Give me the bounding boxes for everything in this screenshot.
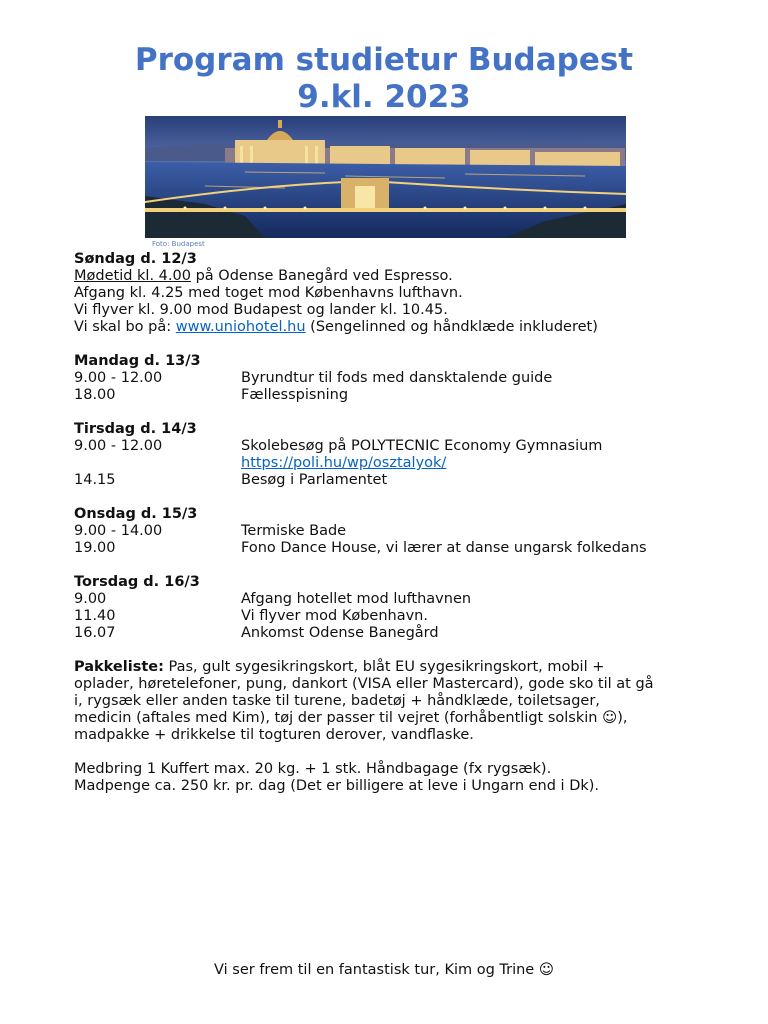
money-note: Madpenge ca. 250 kr. pr. dag (Det er billigere at leve i Ungarn end i Dk). — [74, 778, 600, 794]
row-desc: Besøg i Parlamentet — [241, 472, 388, 488]
wednesday-heading: Onsdag d. 15/3 — [74, 506, 198, 522]
row-desc: Afgang hotellet mod lufthavnen — [241, 591, 472, 607]
closing-line: Vi ser frem til en fantastisk tur, Kim og Trine ☺ — [214, 962, 554, 978]
sunday-flight: Vi flyver kl. 9.00 mod Budapest og lander kl. 10.45. — [74, 302, 448, 318]
schedule-row — [74, 438, 714, 455]
sunday-stay — [74, 319, 714, 336]
row-time: 9.00 — [74, 591, 107, 607]
luggage-note: Medbring 1 Kuffert max. 20 kg. + 1 stk. Håndbagage (fx rygsæk). — [74, 761, 552, 777]
schedule-row — [74, 625, 714, 642]
row-time: 11.40 — [74, 608, 116, 624]
row-time: 9.00 - 12.00 — [74, 438, 163, 454]
row-time: 9.00 - 14.00 — [74, 523, 163, 539]
row-time: 19.00 — [74, 540, 116, 556]
tuesday-heading: Tirsdag d. 14/3 — [74, 421, 197, 437]
monday-heading: Mandag d. 13/3 — [74, 353, 201, 369]
schedule-row — [74, 455, 714, 472]
budapest-photo — [145, 116, 626, 238]
schedule-row — [74, 608, 714, 625]
photo-caption: Foto: Budapest — [152, 241, 205, 247]
schedule-row — [74, 370, 714, 387]
packing-line-5: madpakke + drikkelse til togturen derover, vandflaske. — [74, 727, 474, 743]
row-time: 18.00 — [74, 387, 116, 403]
row-desc: Fono Dance House, vi lærer at danse ungarsk folkedans — [241, 540, 647, 556]
packing-text: Pas, gult sygesikringskort, blåt EU sygesikringskort, mobil + — [163, 659, 605, 675]
packing-label: Pakkeliste: — [74, 659, 164, 675]
row-desc: Ankomst Odense Banegård — [241, 625, 439, 641]
row-time: 14.15 — [74, 472, 116, 488]
stay-prefix: Vi skal bo på: — [74, 319, 176, 335]
row-desc: Fællesspisning — [241, 387, 349, 403]
schedule-row — [74, 387, 714, 404]
schedule-row — [74, 591, 714, 608]
stay-suffix: (Sengelinned og håndklæde inkluderet) — [305, 319, 598, 335]
sunday-departure: Afgang kl. 4.25 med toget mod Københavns lufthavn. — [74, 285, 463, 301]
sunday-meet-line — [74, 268, 714, 285]
meet-place: på Odense Banegård ved Espresso. — [190, 268, 453, 284]
row-desc: Vi flyver mod København. — [241, 608, 428, 624]
sunday-heading: Søndag d. 12/3 — [74, 251, 197, 267]
title-line-1: Program studietur Budapest — [134, 42, 634, 78]
meet-time: Mødetid kl. 4.00 — [74, 268, 191, 284]
schedule-row — [74, 472, 714, 489]
row-desc: Termiske Bade — [241, 523, 347, 539]
row-time: 16.07 — [74, 625, 116, 641]
row-desc: Skolebesøg på POLYTECNIC Economy Gymnasium — [241, 438, 603, 454]
packing-line-4: medicin (aftales med Kim), tøj der passer til vejret (forhåbentligt solskin ☺), — [74, 710, 628, 726]
title-line-2: 9.kl. 2023 — [297, 79, 471, 115]
schedule-row — [74, 523, 714, 540]
thursday-heading: Torsdag d. 16/3 — [74, 574, 200, 590]
schedule-row — [74, 540, 714, 557]
hotel-link[interactable]: www.uniohotel.hu — [175, 319, 306, 335]
row-time: 9.00 - 12.00 — [74, 370, 163, 386]
row-time — [74, 455, 241, 472]
document-title — [0, 42, 768, 116]
packing-line-3: i, rygsæk eller anden taske til turene, badetøj + håndklæde, toiletsager, — [74, 693, 600, 709]
row-desc: Byrundtur til fods med dansktalende guide — [241, 370, 553, 386]
school-link[interactable]: https://poli.hu/wp/osztalyok/ — [241, 455, 447, 471]
program-body — [74, 251, 714, 795]
packing-line-1 — [74, 659, 714, 676]
packing-line-2: oplader, høretelefoner, pung, dankort (VISA eller Mastercard), gode sko til at gå — [74, 676, 654, 692]
